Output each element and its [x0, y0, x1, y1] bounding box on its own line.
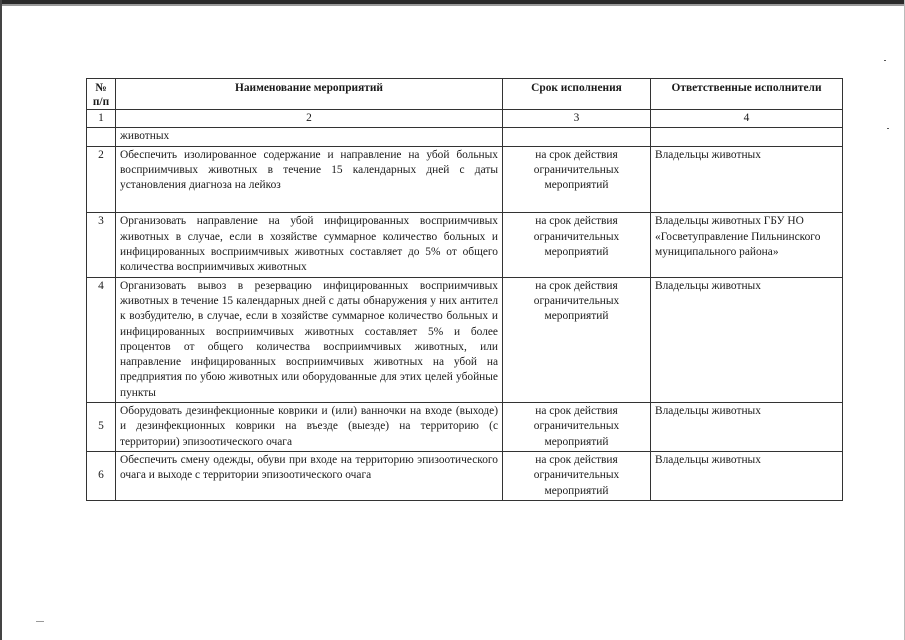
table-row	[87, 213, 843, 277]
measures-table	[86, 78, 843, 501]
row-number: 2	[87, 146, 116, 213]
measure-responsible: Владельцы животных	[651, 451, 843, 500]
row-number: 3	[87, 213, 116, 277]
header-resp: Ответственные исполнители	[651, 79, 843, 110]
row-number: 6	[87, 451, 116, 500]
scan-left-edge	[0, 0, 2, 640]
row-number: 4	[87, 277, 116, 402]
col-number-2: 2	[116, 110, 503, 128]
cell-term	[503, 128, 651, 146]
measure-term: на срок действия ограничительных мероприятий	[503, 213, 651, 277]
table-row-continuation	[87, 128, 843, 146]
table-header-row	[87, 79, 843, 110]
measure-name: Обеспечить смену одежды, обуви при входе на территорию эпизоотического очага и выходе с территории эпизоотического очага	[116, 451, 503, 500]
table-row	[87, 403, 843, 452]
measure-name: Организовать направление на убой инфицированных восприимчивых животных в случае, если в хозяйстве суммарное количество больных и инфицированных восприимчивых животных составляет до 5% от общего количества восприимчивых животных	[116, 213, 503, 277]
col-number-4: 4	[651, 110, 843, 128]
measure-name: Оборудовать дезинфекционные коврики и (или) ванночки на входе (выходе) и дезинфекционных коврики на въезде (выезде) на территорию (с территории) эпизоотического очага	[116, 403, 503, 452]
table-row	[87, 146, 843, 213]
measure-term: на срок действия ограничительных мероприятий	[503, 277, 651, 402]
col-number-1: 1	[87, 110, 116, 128]
column-number-row	[87, 110, 843, 128]
continuation-text: животных	[116, 128, 503, 146]
table-row	[87, 277, 843, 402]
measure-responsible: Владельцы животных	[651, 277, 843, 402]
header-name: Наименование мероприятий	[116, 79, 503, 110]
cell-resp	[651, 128, 843, 146]
measure-term: на срок действия ограничительных мероприятий	[503, 403, 651, 452]
scan-top-shadow	[0, 4, 905, 6]
scan-speck	[884, 60, 886, 61]
header-num: № п/п	[87, 79, 116, 110]
measure-responsible: Владельцы животных ГБУ НО «Госветуправление Пильнинского муниципального района»	[651, 213, 843, 277]
measure-name: Организовать вывоз в резервацию инфицированных восприимчивых животных в течение 15 календарных дней с даты обнаружения у них антител к возбудителю, в случае, если в хозяйстве суммарное количество больных и инфицированных восприимчивых животных составляет 5% и более процентов от общего количества восприимчивых животных, или направление инфицированных восприимчивых животных на убой на предприятия по убою животных или оборудованные для этих целей убойные пункты	[116, 277, 503, 402]
measure-responsible: Владельцы животных	[651, 403, 843, 452]
cell-num	[87, 128, 116, 146]
col-number-3: 3	[503, 110, 651, 128]
scan-speck	[36, 621, 44, 622]
measure-name: Обеспечить изолированное содержание и направление на убой больных восприимчивых животных в течение 15 календарных дней с даты установления диагноза на лейкоз	[116, 146, 503, 213]
measure-term: на срок действия ограничительных мероприятий	[503, 451, 651, 500]
measure-responsible: Владельцы животных	[651, 146, 843, 213]
row-number: 5	[87, 403, 116, 452]
measure-term: на срок действия ограничительных мероприятий	[503, 146, 651, 213]
scan-speck	[887, 128, 889, 129]
table-row	[87, 451, 843, 500]
header-term: Срок исполнения	[503, 79, 651, 110]
